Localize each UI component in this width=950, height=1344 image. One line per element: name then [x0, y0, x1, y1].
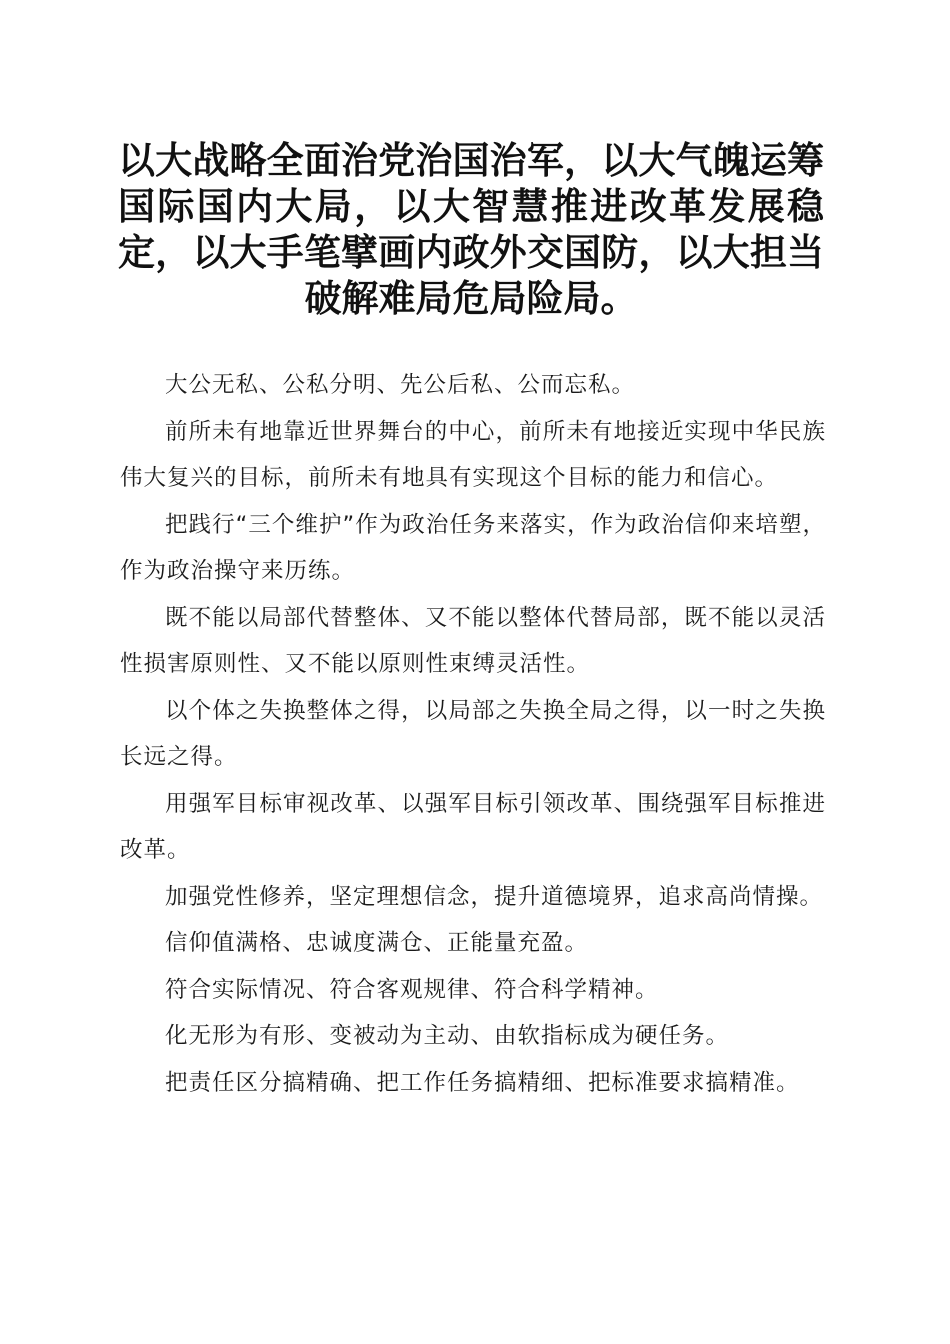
- paragraph: 把践行“三个维护”作为政治任务来落实，作为政治信仰来培塑，作为政治操守来历练。: [120, 511, 826, 584]
- paragraph: 信仰值满格、忠诚度满仓、正能量充盈。: [165, 930, 589, 956]
- document-title: 以大战略全面治党治国治军，以大气魄运筹国际国内大局，以大智慧推进改革发展稳定，以大手笔擘画内政外交国防，以大担当破解难局危局险局。: [118, 138, 824, 320]
- paragraph: 前所未有地靠近世界舞台的中心，前所未有地接近实现中华民族伟大复兴的目标，前所未有地具有实现这个目标的能力和信心。: [120, 418, 826, 491]
- paragraph: 用强军目标审视改革、以强军目标引领改革、围绕强军目标推进改革。: [120, 790, 826, 863]
- paragraph: 既不能以局部代替整体、又不能以整体代替局部，既不能以灵活性损害原则性、又不能以原则性束缚灵活性。: [120, 604, 826, 677]
- paragraph: 化无形为有形、变被动为主动、由软指标成为硬任务。: [165, 1023, 730, 1049]
- paragraph: 把责任区分搞精确、把工作任务搞精细、把标准要求搞精准。: [165, 1069, 800, 1096]
- paragraph: 加强党性修养，坚定理想信念，提升道德境界，追求高尚情操。: [165, 883, 824, 910]
- document-body: [120, 362, 826, 1106]
- paragraph: 符合实际情况、符合客观规律、符合科学精神。: [165, 976, 659, 1003]
- paragraph: 大公无私、公私分明、先公后私、公而忘私。: [165, 372, 636, 398]
- paragraph: 以个体之失换整体之得，以局部之失换全局之得，以一时之失换长远之得。: [120, 697, 826, 770]
